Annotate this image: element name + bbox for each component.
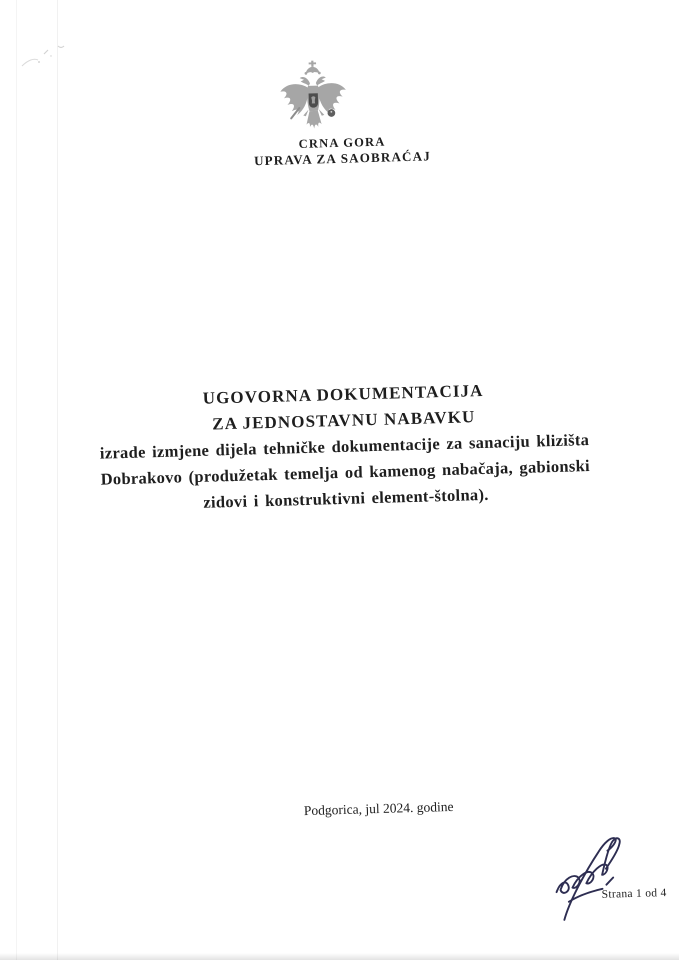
place-date-line: Podgorica, jul 2024. godine bbox=[303, 798, 454, 819]
title-line-3: izrade izmjene dijela tehničke dokumentacije za sanaciju klizišta bbox=[99, 430, 590, 463]
title-line-1: UGOVORNA DOKUMENTACIJA bbox=[202, 380, 484, 408]
page-number: Strana 1 od 4 bbox=[601, 887, 667, 901]
country-name: CRNA GORA bbox=[298, 134, 386, 152]
title-line-5: zidovi i konstruktivni element-štolna). bbox=[203, 484, 489, 512]
document-title bbox=[3, 372, 679, 521]
authority-name: UPRAVA ZA SAOBRAĆAJ bbox=[253, 148, 432, 169]
handwritten-signature bbox=[548, 830, 651, 925]
title-line-2: ZA JEDNOSTAVNU NABAVKU bbox=[212, 407, 476, 434]
title-line-4: Dobrakovo (produžetak temelja od kamenog nabačaja, gabionski bbox=[100, 456, 591, 489]
montenegro-coat-of-arms-icon bbox=[270, 59, 356, 145]
